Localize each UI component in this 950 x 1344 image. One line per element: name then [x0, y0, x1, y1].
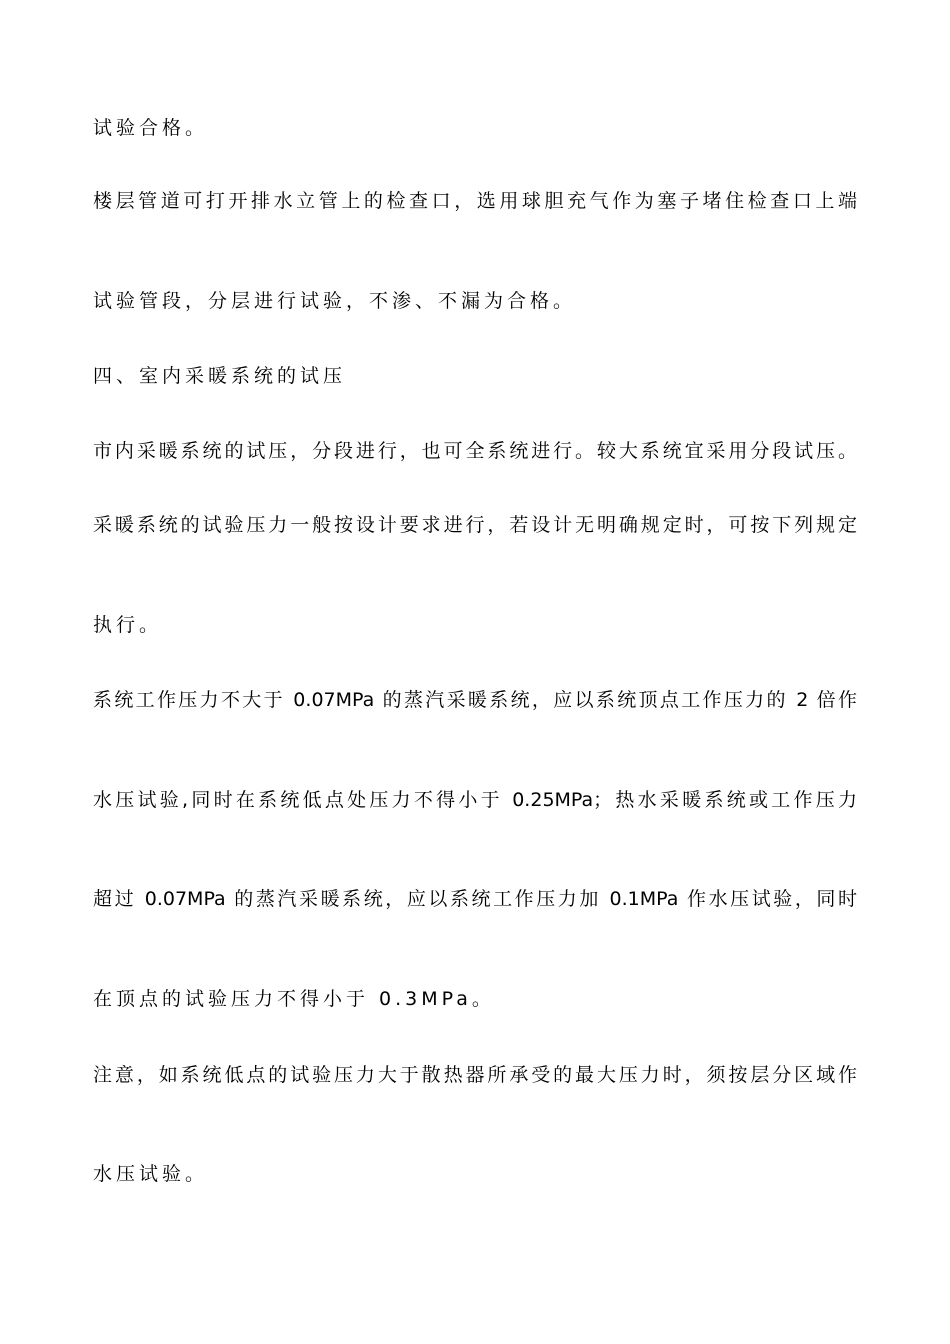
text-line: 超过 0.07MPa 的蒸汽采暖系统，应以系统工作压力加 0.1MPa 作水压试验，同时 — [93, 888, 857, 910]
text-line: 采暖系统的试验压力一般按设计要求进行，若设计无明确规定时，可按下列规定 — [93, 514, 857, 536]
text-line: 系统工作压力不大于 0.07MPa 的蒸汽采暖系统，应以系统顶点工作压力的 2 倍作 — [93, 689, 857, 711]
text-line: 市内采暖系统的试压，分段进行，也可全系统进行。较大系统宜采用分段试压。 — [93, 440, 857, 462]
text-line: 水压试验。 — [93, 1163, 209, 1185]
text-line: 试验合格。 — [93, 117, 209, 139]
text-line: 楼层管道可打开排水立管上的检查口，选用球胆充气作为塞子堵住检查口上端 — [93, 190, 857, 212]
text-line: 在顶点的试验压力不得小于 0.3MPa。 — [93, 988, 495, 1010]
text-line: 注意，如系统低点的试验压力大于散热器所承受的最大压力时，须按层分区域作 — [93, 1064, 857, 1086]
text-line: 试验管段，分层进行试验，不渗、不漏为合格。 — [93, 290, 577, 312]
text-line: 执行。 — [93, 614, 163, 636]
section-heading: 四、室内采暖系统的试压 — [93, 365, 347, 387]
text-line: 水压试验,同时在系统低点处压力不得小于 0.25MPa；热水采暖系统或工作压力 — [93, 789, 857, 811]
